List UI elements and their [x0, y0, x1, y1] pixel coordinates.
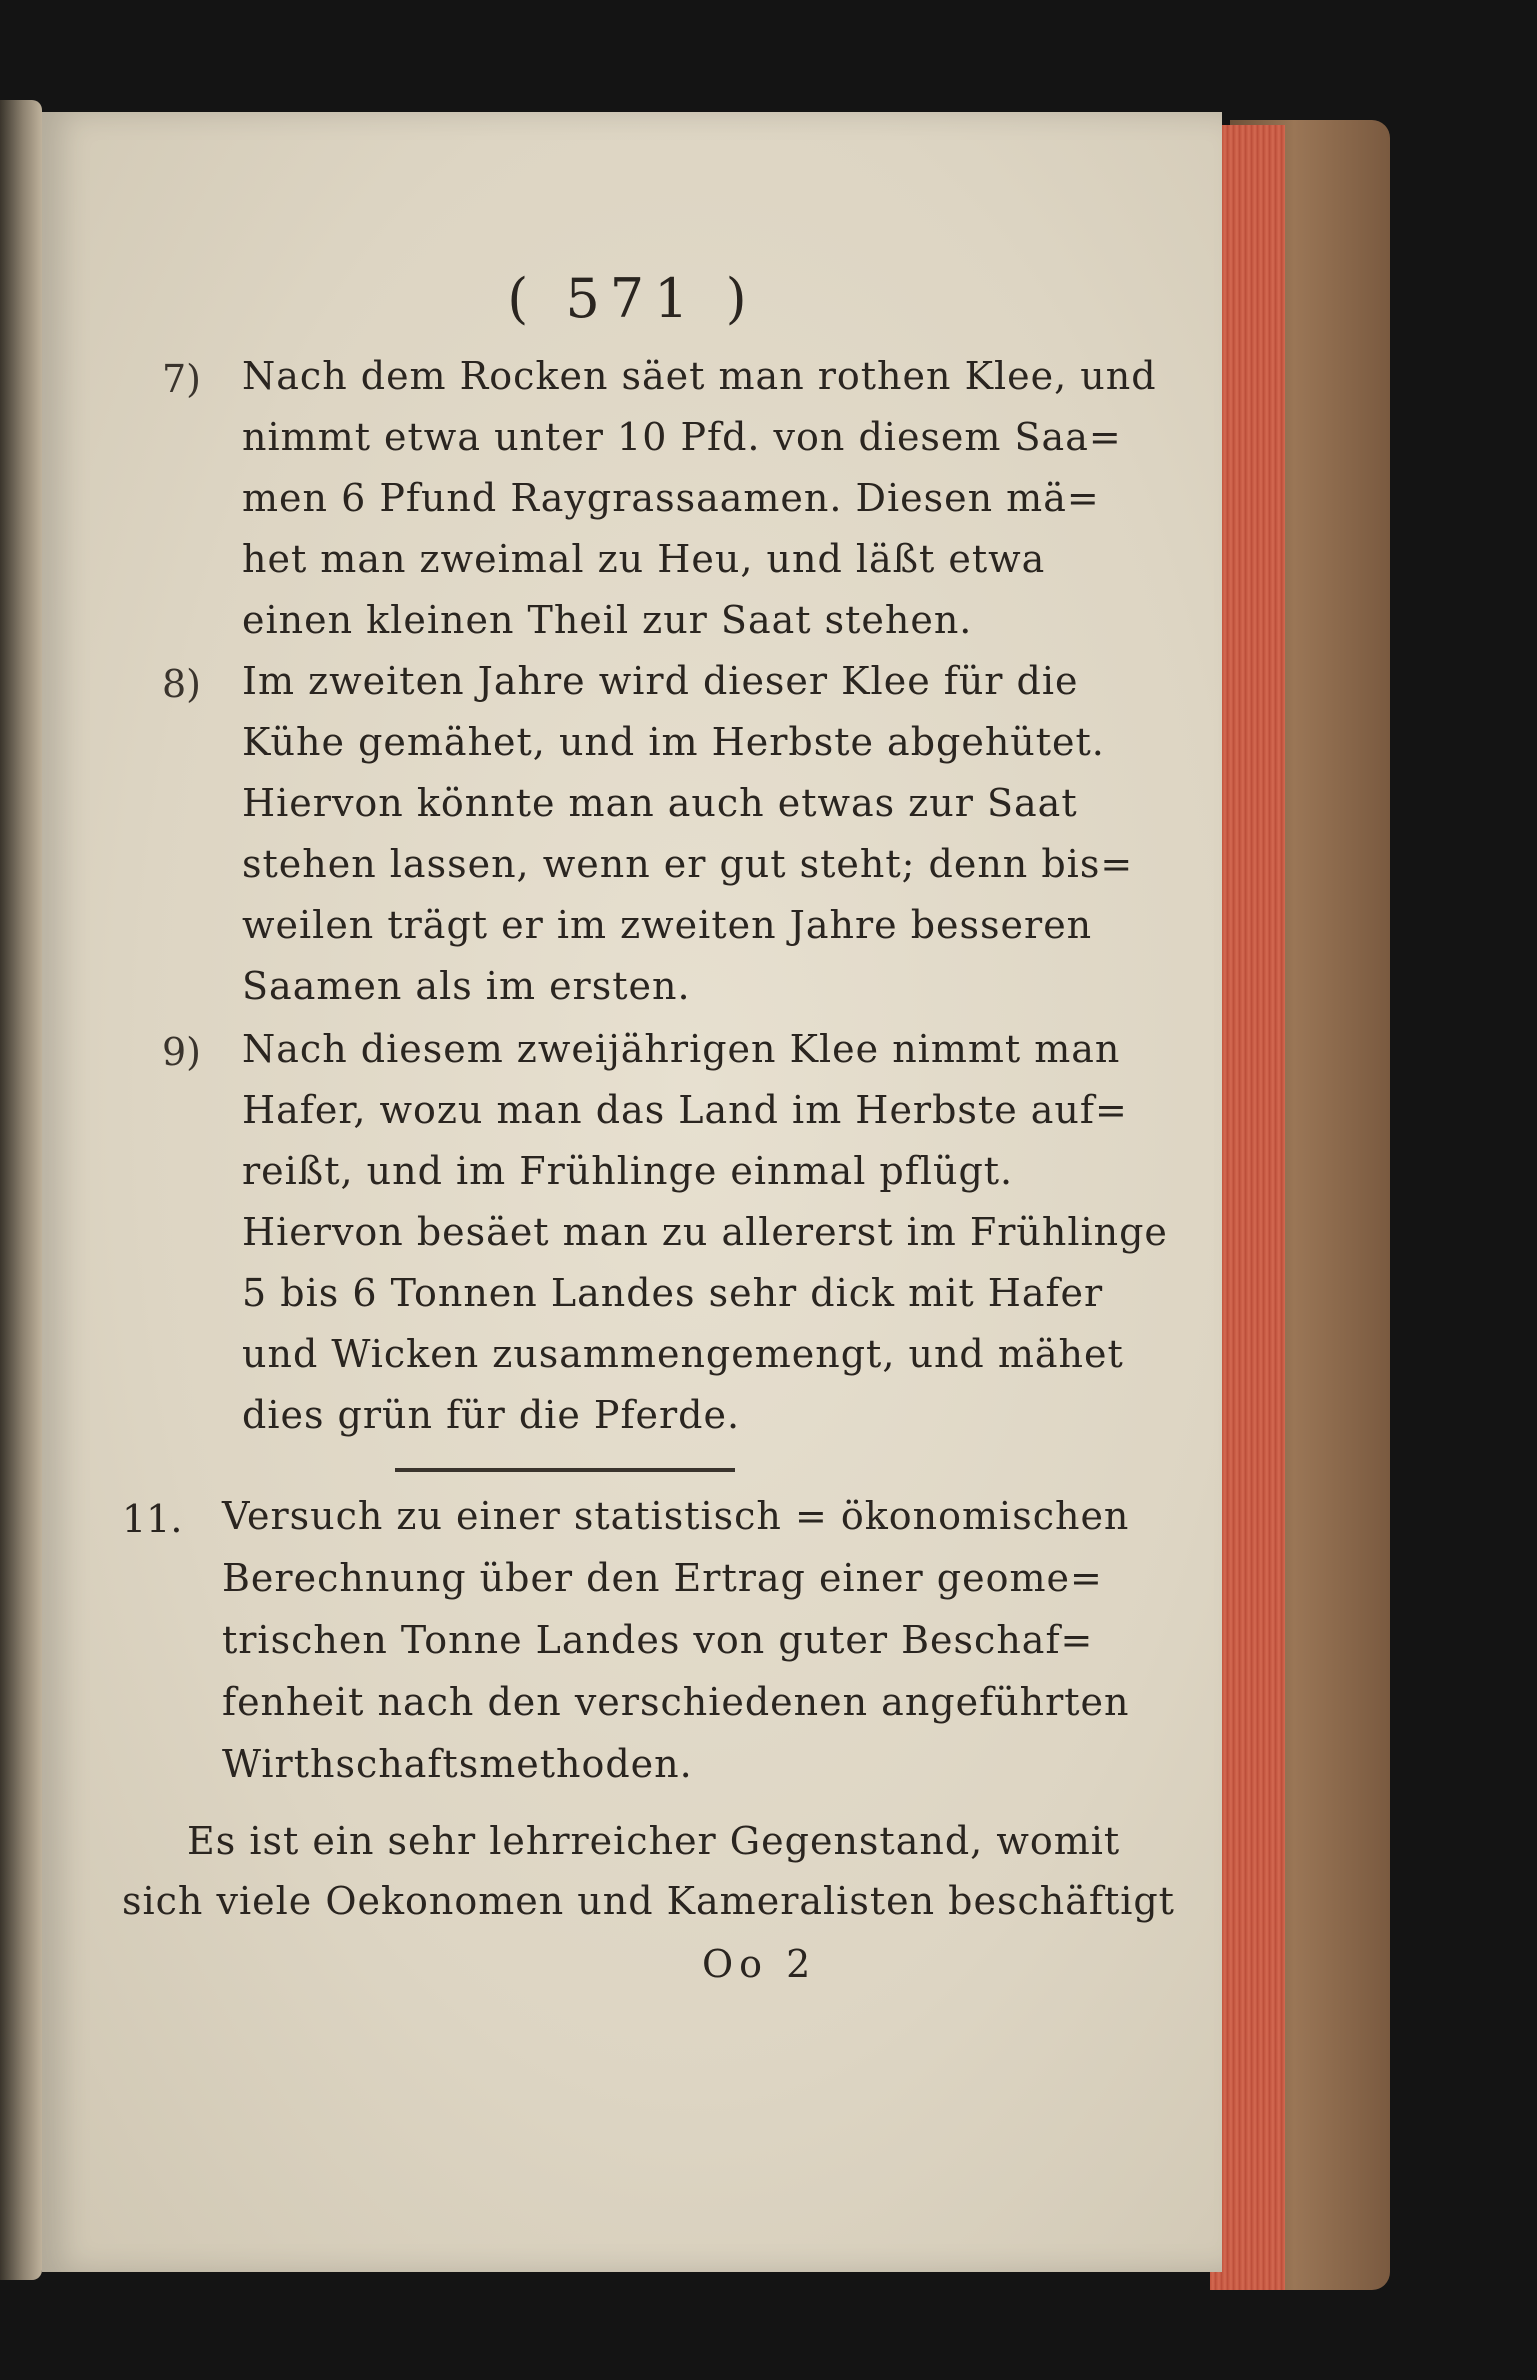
text-line: 5 bis 6 Tonnen Landes sehr dick mit Hafer — [242, 1271, 1104, 1315]
text-line: Saamen als im ersten. — [242, 964, 691, 1008]
text-line: men 6 Pfund Raygrassaamen. Diesen mä= — [242, 476, 1100, 520]
text-line: Nach dem Rocken säet man rothen Klee, und — [242, 354, 1157, 398]
text-line: nimmt etwa unter 10 Pfd. von diesem Saa= — [242, 415, 1122, 459]
text-line: Hiervon besäet man zu allererst im Frühlinge — [242, 1210, 1168, 1254]
item-label: 8) — [162, 662, 202, 706]
section-heading-line: Berechnung über den Ertrag einer geome= — [222, 1556, 1103, 1600]
item-label: 7) — [162, 357, 202, 401]
text-line: Nach diesem zweijährigen Klee nimmt man — [242, 1027, 1121, 1071]
text-line: und Wicken zusammengemengt, und mähet — [242, 1332, 1124, 1376]
text-line: stehen lassen, wenn er gut steht; denn bis= — [242, 842, 1134, 886]
page-number: ( 571 ) — [507, 267, 757, 330]
text-line: reißt, und im Frühlinge einmal pflügt. — [242, 1149, 1014, 1193]
paragraph-line: Es ist ein sehr lehrreicher Gegenstand, womit — [187, 1819, 1121, 1863]
text-line: Kühe gemähet, und im Herbste abgehütet. — [242, 720, 1105, 764]
section-heading-line: Wirthschaftsmethoden. — [222, 1742, 693, 1786]
text-line: weilen trägt er im zweiten Jahre besseren — [242, 903, 1093, 947]
text-line: Hafer, wozu man das Land im Herbste auf= — [242, 1088, 1128, 1132]
section-number: 11. — [122, 1497, 183, 1541]
section-heading-line: Versuch zu einer statistisch = ökonomischen — [222, 1494, 1130, 1538]
text-line: einen kleinen Theil zur Saat stehen. — [242, 598, 973, 642]
text-line: Im zweiten Jahre wird dieser Klee für die — [242, 659, 1079, 703]
item-label: 9) — [162, 1030, 202, 1074]
section-heading-line: fenheit nach den verschiedenen angeführten — [222, 1680, 1130, 1724]
paragraph-line: sich viele Oekonomen und Kameralisten beschäftigt — [122, 1879, 1175, 1923]
section-divider — [395, 1468, 735, 1472]
page-text — [42, 112, 1222, 2272]
book-page — [42, 112, 1222, 2272]
text-line: dies grün für die Pferde. — [242, 1393, 741, 1437]
section-heading-line: trischen Tonne Landes von guter Beschaf= — [222, 1618, 1094, 1662]
text-line: Hiervon könnte man auch etwas zur Saat — [242, 781, 1078, 825]
signature-mark: Oo 2 — [702, 1942, 817, 1986]
text-line: het man zweimal zu Heu, und läßt etwa — [242, 537, 1046, 581]
left-page-edge — [0, 100, 42, 2280]
